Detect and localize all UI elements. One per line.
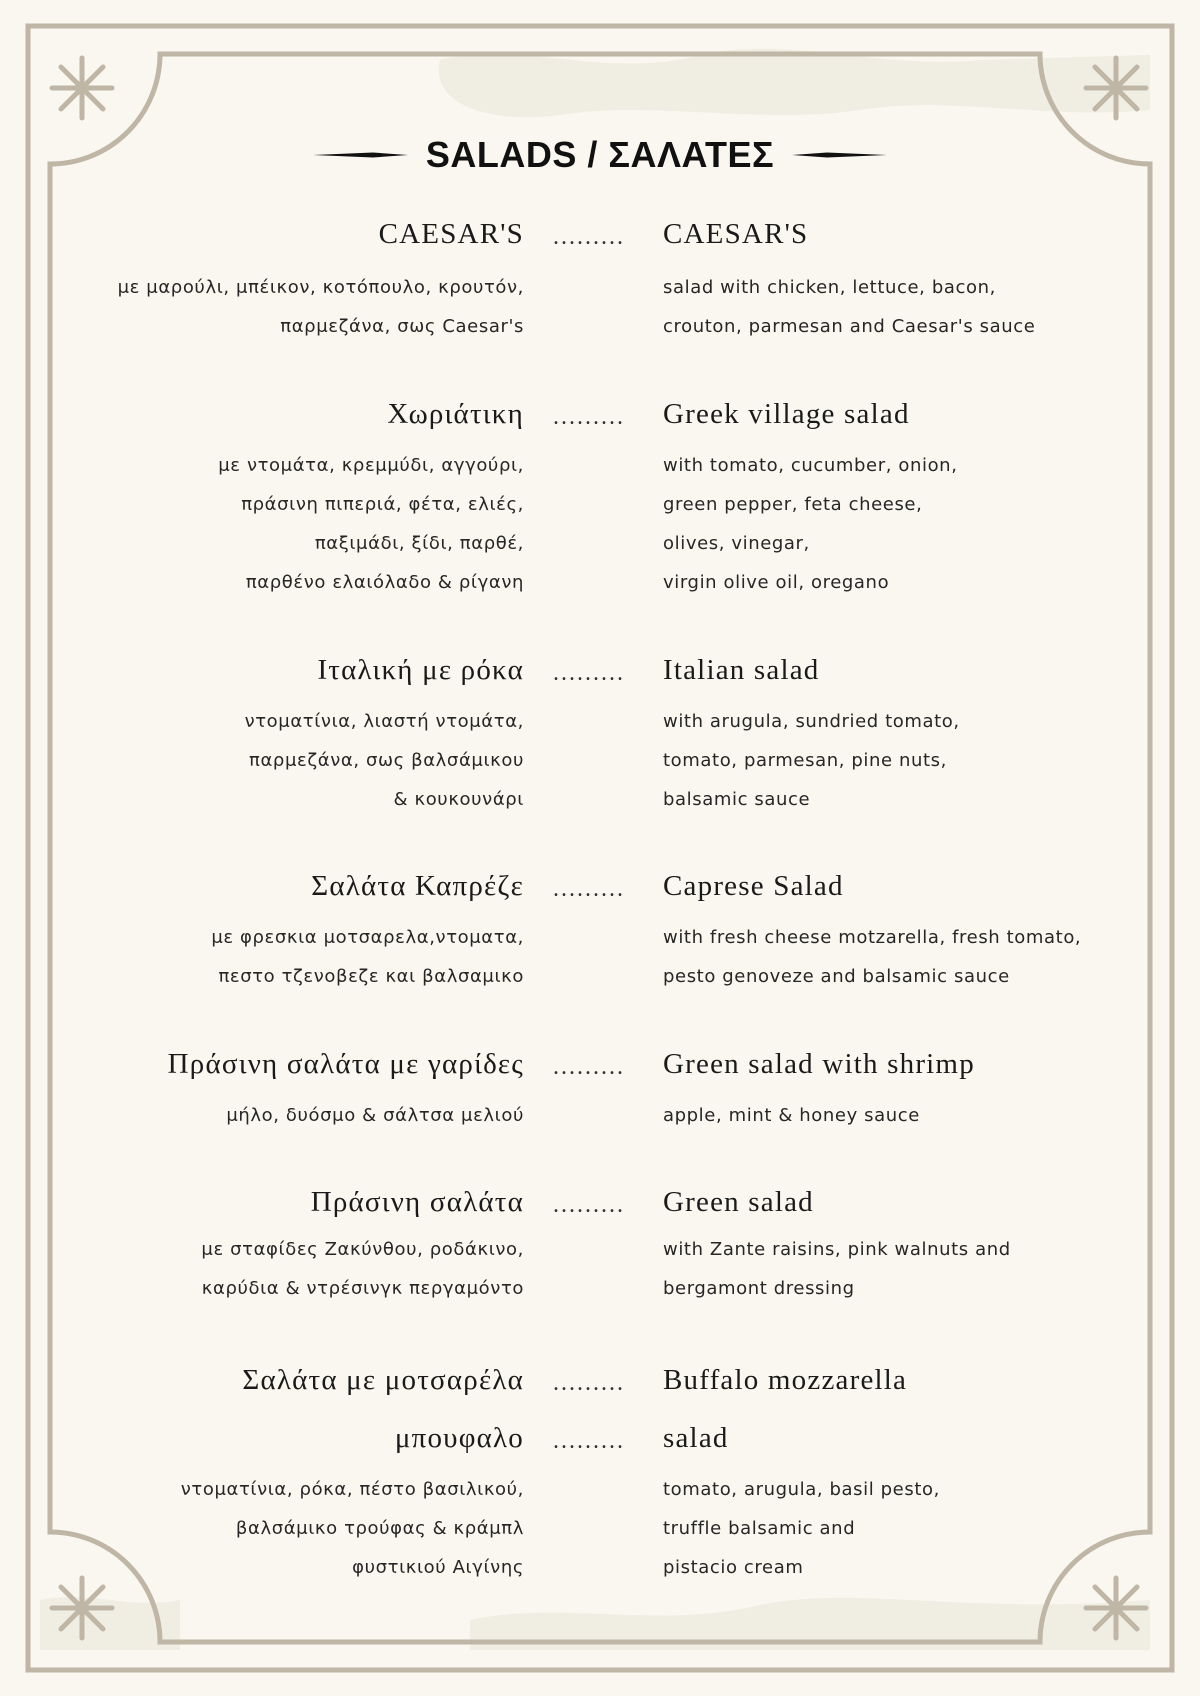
dot-leader: ......... [553, 660, 625, 686]
dot-leader: ......... [553, 1370, 625, 1396]
dish-header-continued [0, 1422, 1200, 1462]
description-line: olives, vinegar, [663, 533, 810, 554]
description-line: με ντομάτα, κρεμμύδι, αγγούρι, [218, 455, 524, 476]
description-english [663, 446, 958, 602]
dish-name-english: Green salad [663, 1186, 814, 1218]
description-line: balsamic sauce [663, 789, 811, 810]
dish-name-greek: Χωριάτικη [387, 398, 524, 430]
description-line: with tomato, cucumber, onion, [663, 455, 958, 476]
dish-name-greek: Σαλάτα Καπρέζε [311, 870, 524, 902]
page-title: SALADS / ΣΑΛΑΤΕΣ [425, 134, 775, 175]
description-line: crouton, parmesan and Caesar's sauce [663, 316, 1036, 337]
description-line: ντοματίνια, ρόκα, πέστο βασιλικού, [180, 1479, 524, 1500]
description-line: καρύδια & ντρέσινγκ περγαμόντο [201, 1278, 524, 1299]
dish-name-greek: μπουφαλο [394, 1422, 524, 1454]
dish-header [0, 870, 1200, 910]
description-line: tomato, arugula, basil pesto, [663, 1479, 940, 1500]
description-line: tomato, parmesan, pine nuts, [663, 750, 947, 771]
description-line: πεστο τζενοβεζε και βαλσαμικο [218, 966, 524, 987]
description-english [663, 702, 960, 819]
description-greek [201, 1230, 524, 1308]
description-english [663, 1230, 1011, 1308]
description-line: salad with chicken, lettuce, bacon, [663, 277, 996, 298]
dish-name-english: salad [663, 1422, 729, 1454]
dish-name-greek: Πράσινη σαλάτα με γαρίδες [167, 1048, 524, 1080]
dot-leader: ......... [553, 224, 625, 250]
description-english [663, 268, 1035, 346]
dish-name-greek: Πράσινη σαλάτα [310, 1186, 524, 1218]
description-greek [118, 268, 524, 346]
description-line: with Zante raisins, pink walnuts and [663, 1239, 1011, 1260]
description-line: bergamont dressing [663, 1278, 855, 1299]
description-greek [245, 702, 524, 819]
dish-header [0, 1186, 1200, 1226]
description-line: παρθένο ελαιόλαδο & ρίγανη [245, 572, 524, 593]
dish-name-english: Buffalo mozzarella [663, 1364, 908, 1396]
description-line: truffle balsamic and [663, 1518, 856, 1539]
description-line: με σταφίδες Ζακύνθου, ροδάκινο, [201, 1239, 524, 1260]
dish-header [0, 398, 1200, 438]
description-line: & κουκουνάρι [393, 789, 524, 810]
dot-leader: ......... [553, 1192, 625, 1218]
dot-leader: ......... [553, 1054, 625, 1080]
description-english [663, 918, 1081, 996]
dish-header [0, 1048, 1200, 1088]
description-line: apple, mint & honey sauce [663, 1105, 920, 1126]
description-line: pistacio cream [663, 1557, 804, 1578]
dish-header [0, 654, 1200, 694]
description-line: virgin olive oil, oregano [663, 572, 890, 593]
description-greek [211, 918, 524, 996]
description-line: with fresh cheese motzarella, fresh tomato, [663, 927, 1082, 948]
dish-header [0, 1364, 1200, 1404]
description-line: φυστικιού Αιγίνης [352, 1557, 524, 1578]
dish-name-english: CAESAR'S [663, 218, 809, 250]
description-line: παρμεζάνα, σως βαλσάμικου [249, 750, 524, 771]
description-greek [218, 446, 524, 602]
description-line: παρμεζάνα, σως Caesar's [280, 316, 524, 337]
dish-name-greek: CAESAR'S [378, 218, 524, 250]
description-line: βαλσάμικο τρούφας & κράμπλ [235, 1518, 524, 1539]
description-line: με φρεσκια μοτσαρελα,ντοματα, [211, 927, 524, 948]
description-line: pesto genoveze and balsamic sauce [663, 966, 1010, 987]
description-greek [181, 1470, 524, 1587]
description-line: ντοματίνια, λιαστή ντομάτα, [244, 711, 524, 732]
dot-leader: ......... [553, 1428, 625, 1454]
dish-name-greek: Σαλάτα με μοτσαρέλα [242, 1364, 524, 1396]
dish-name-english: Italian salad [663, 654, 820, 686]
description-english [663, 1096, 920, 1135]
description-line: παξιμάδι, ξίδι, παρθέ, [314, 533, 524, 554]
dish-name-english: Caprese Salad [663, 870, 844, 902]
description-line: μήλο, δυόσμο & σάλτσα μελιού [226, 1105, 524, 1126]
dish-header [0, 218, 1200, 258]
description-line: με μαρούλι, μπέικον, κοτόπουλο, κρουτόν, [117, 277, 524, 298]
description-line: with arugula, sundried tomato, [663, 711, 960, 732]
dish-name-english: Green salad with shrimp [663, 1048, 975, 1080]
description-english [663, 1470, 940, 1587]
dot-leader: ......... [553, 876, 625, 902]
description-greek [226, 1096, 524, 1135]
description-line: πράσινη πιπεριά, φέτα, ελιές, [241, 494, 524, 515]
description-line: green pepper, feta cheese, [663, 494, 923, 515]
dish-name-greek: Ιταλική με ρόκα [317, 654, 524, 686]
dish-name-english: Greek village salad [663, 398, 910, 430]
dot-leader: ......... [553, 404, 625, 430]
